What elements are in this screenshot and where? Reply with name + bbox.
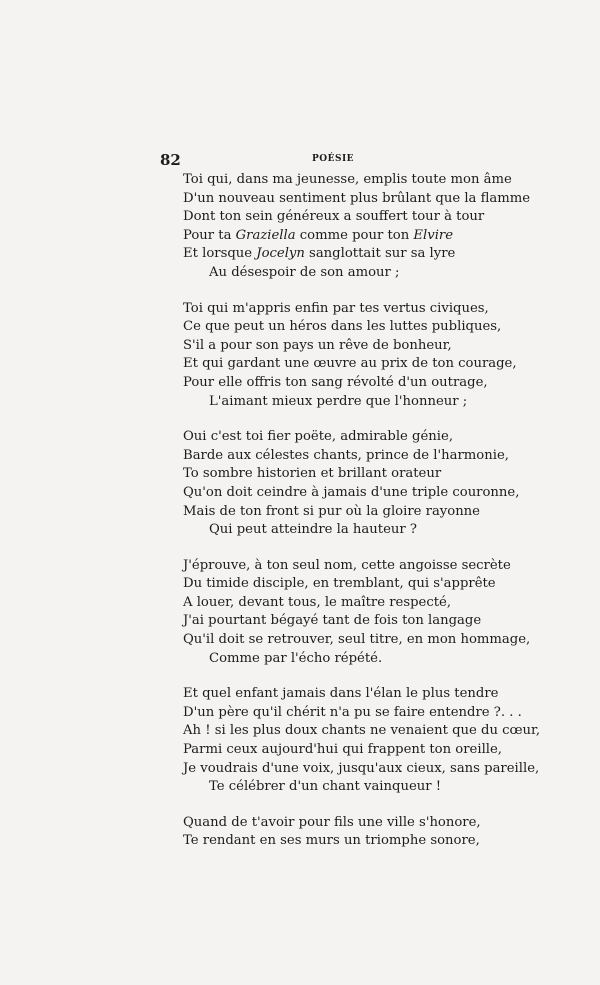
verse-line: Oui c'est toi fier poëte, admirable génie,: [183, 429, 454, 445]
verse-line: Pour elle offris ton sang révolté d'un outrage,: [183, 374, 488, 390]
stanza: [183, 300, 523, 412]
page-number: 82: [160, 151, 181, 169]
verse-line: A louer, devant tous, le maître respecté,: [183, 594, 452, 610]
stanza: [183, 428, 523, 540]
verse-line: Parmi ceux aujourd'hui qui frappent ton oreille,: [183, 742, 503, 758]
stanza: [183, 685, 541, 797]
verse-line: D'un père qu'il chérit n'a pu se faire entendre ?. . .: [183, 704, 522, 720]
poem: [183, 171, 541, 868]
stanza: [183, 171, 531, 283]
stanza: [183, 814, 523, 851]
verse-line: Toi qui, dans ma jeunesse, emplis toute mon âme: [183, 172, 512, 187]
verse-fragment: Pour ta: [183, 227, 236, 243]
verse-line: [183, 227, 523, 246]
verse-fragment: sanglottait sur sa lyre: [304, 246, 456, 262]
verse-line: [183, 245, 523, 264]
verse-line: Toi qui m'appris enfin par tes vertus civiques,: [183, 300, 489, 316]
verse-line: J'ai pourtant bégayé tant de fois ton langage: [183, 613, 482, 629]
verse-line: Et qui gardant une œuvre au prix de ton courage,: [183, 356, 517, 372]
verse-line: Du timide disciple, en tremblant, qui s'apprête: [183, 576, 496, 592]
verse-fragment: comme pour ton: [295, 227, 414, 243]
verse-line: Je voudrais d'une voix, jusqu'aux cieux, sans pareille,: [183, 760, 540, 776]
verse-line: Ah ! si les plus doux chants ne venaient que du cœur,: [183, 723, 541, 739]
verse-line: Quand de t'avoir pour fils une ville s'honore,: [183, 814, 481, 830]
verse-line: L'aimant mieux perdre que l'honneur ;: [209, 393, 468, 409]
verse-line: Qu'il doit se retrouver, seul titre, en mon hommage,: [183, 632, 531, 648]
verse-line: Comme par l'écho répété.: [209, 650, 383, 666]
italic-name: Elvire: [413, 227, 454, 243]
verse-line: Et quel enfant jamais dans l'élan le plus tendre: [183, 686, 499, 702]
page-header: [160, 151, 480, 171]
verse-line: Te rendant en ses murs un triomphe sonore,: [183, 833, 480, 849]
verse-line: Qu'on doit ceindre à jamais d'une triple couronne,: [183, 484, 520, 500]
stanza: [183, 557, 531, 669]
verse-line: Qui peut atteindre la hauteur ?: [209, 522, 417, 538]
verse-line: Mais de ton front si pur où la gloire rayonne: [183, 503, 480, 519]
verse-line: Au désespoir de son amour ;: [209, 264, 400, 280]
verse-line: Barde aux célestes chants, prince de l'harmonie,: [183, 447, 509, 463]
verse-line: J'éprouve, à ton seul nom, cette angoisse secrète: [183, 557, 511, 573]
running-head: POÉSIE: [312, 154, 355, 164]
verse-line: To sombre historien et brillant orateur: [183, 466, 442, 482]
verse-line: Ce que peut un héros dans les luttes publiques,: [183, 319, 502, 335]
verse-line: Te célébrer d'un chant vainqueur !: [209, 779, 442, 795]
verse-line: S'il a pour son pays un rêve de bonheur,: [183, 337, 452, 353]
verse-fragment: Et lorsque: [183, 246, 257, 262]
verse-line: D'un nouveau sentiment plus brûlant que la flamme: [183, 190, 531, 206]
italic-name: Graziella: [235, 227, 296, 243]
verse-line: Dont ton sein généreux a souffert tour à tour: [183, 209, 485, 225]
italic-name: Jocelyn: [256, 246, 305, 262]
